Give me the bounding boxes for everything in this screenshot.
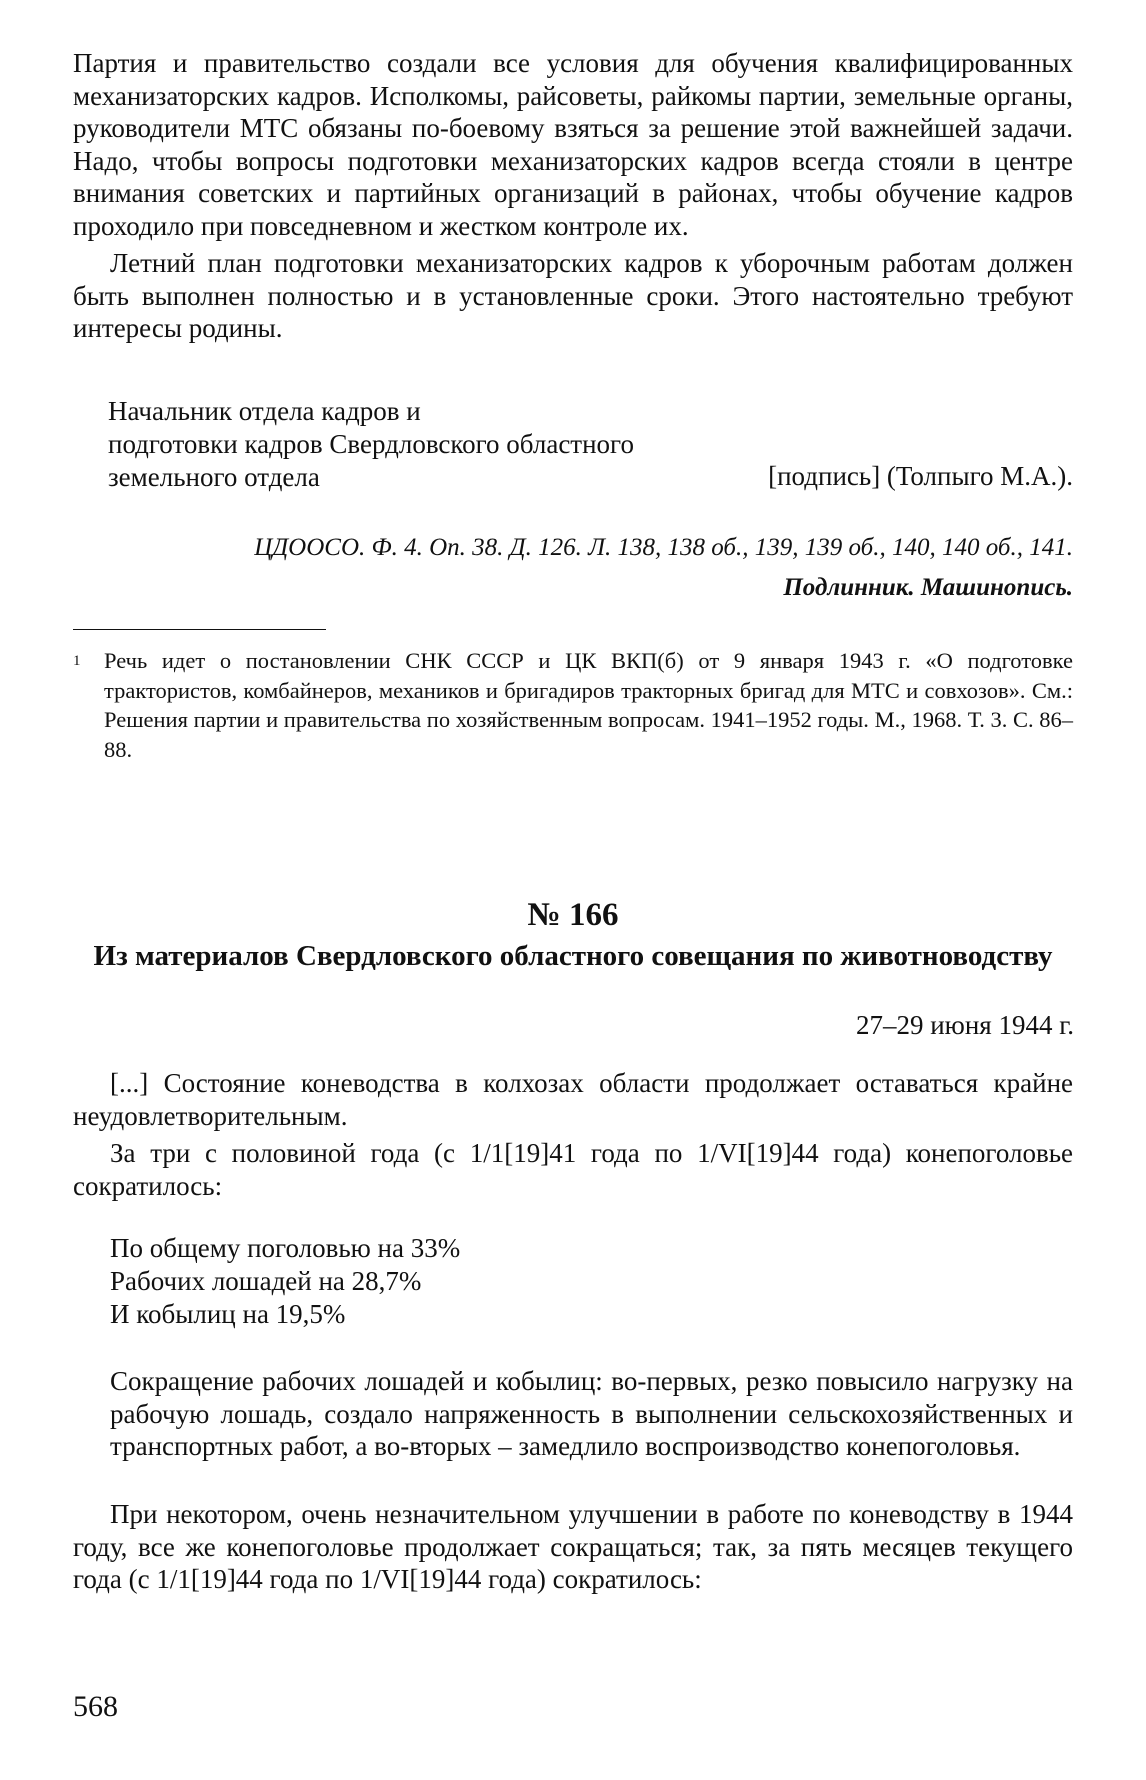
source-note: Подлинник. Машинопись.	[783, 574, 1073, 601]
statistics-list	[110, 1232, 460, 1331]
signature-line: Начальник отдела кадров и	[108, 396, 421, 426]
archive-reference: ЦДООСО. Ф. 4. Оп. 38. Д. 126. Л. 138, 138 об., 139, 139 об., 140, 140 об., 141.	[254, 534, 1073, 561]
signature-name: [подпись] (Толпыго М.А.).	[768, 461, 1073, 491]
paragraph: За три с половиной года (с 1/1[19]41 года по 1/VI[19]44 года) конепоголовье сократилось:	[73, 1138, 1073, 1201]
footnote-divider	[73, 629, 326, 630]
document-title: Из материалов Свердловского областного совещания по животноводству	[93, 940, 1053, 972]
signature-line: земельного отдела	[108, 462, 320, 492]
paragraph: Партия и правительство создали все условия для обучения квалифицированных механизаторских кадров. Исполкомы, райсоветы, райкомы партии, земельные органы, руководители МТС обязаны по-боевому взяться за решение этой важнейшей задачи. Надо, чтобы вопросы подготовки механизаторских кадров всегда стояли в центре внимания советских и партийных организаций в районах, чтобы обучение кадров проходило при повседневном и жестком контроле их.	[73, 48, 1073, 241]
document-number: № 166	[527, 897, 619, 933]
statistic-item: По общему поголовью на 33%	[110, 1233, 461, 1263]
paragraph: При некотором, очень незначительном улучшении в работе по коневодству в 1944 году, все же конепоголовье продолжает сокращаться; так, за пять месяцев текущего года (с 1/1[19]44 года по 1/VI[19]44 года) сократилось:	[73, 1499, 1073, 1594]
signature-block	[108, 395, 634, 494]
page-number: 568	[73, 1690, 118, 1723]
paragraph: Сокращение рабочих лошадей и кобылиц: во-первых, резко повысило нагрузку на рабочую лошадь, создало напряженность в выполнении сельскохозяйственных и транспортных работ, а во-вторых – замедлило воспроизводство конепоголовья.	[110, 1366, 1073, 1461]
paragraph: Летний план подготовки механизаторских кадров к уборочным работам должен быть выполнен полностью и в установленные сроки. Этого настоятельно требуют интересы родины.	[73, 248, 1073, 343]
footnote-mark: 1	[73, 653, 81, 669]
footnote-text: Речь идет о постановлении СНК СССР и ЦК ВКП(б) от 9 января 1943 г. «О подготовке трактористов, комбайнеров, механиков и бригадиров тракторных бригад для МТС и совхозов». См.: Решения партии и правительства по хозяйственным вопросам. 1941–1952 годы. М., 1968. Т. 3. С. 86–88.	[104, 648, 1073, 762]
document-date: 27–29 июня 1944 г.	[855, 1010, 1074, 1040]
signature-line: подготовки кадров Свердловского областного	[108, 429, 634, 459]
statistic-item: И кобылиц на 19,5%	[110, 1299, 346, 1329]
paragraph: [...] Состояние коневодства в колхозах области продолжает оставаться крайне неудовлетворительным.	[73, 1068, 1073, 1131]
statistic-item: Рабочих лошадей на 28,7%	[110, 1266, 422, 1296]
